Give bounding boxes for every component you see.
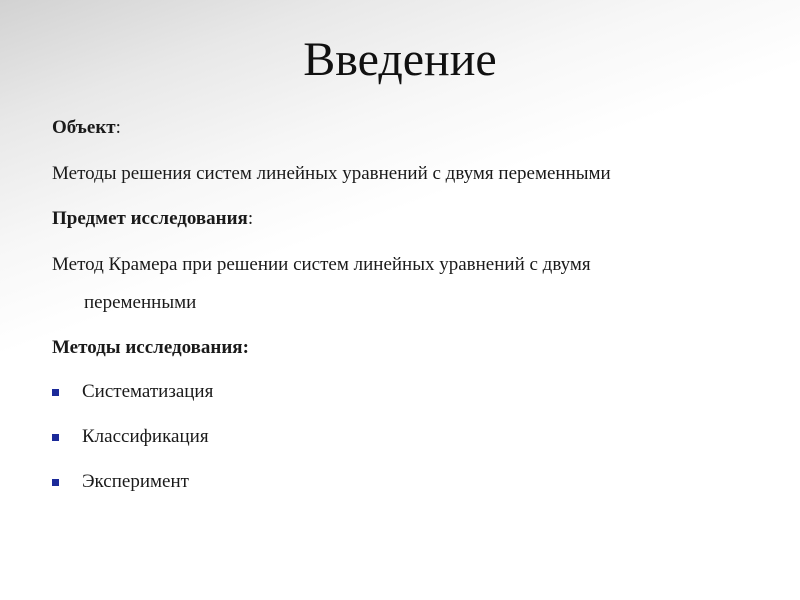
method-item-label: Эксперимент xyxy=(82,471,189,492)
method-item-label: Систематизация xyxy=(82,381,214,402)
object-heading xyxy=(52,116,121,140)
bullet-square-icon xyxy=(52,389,59,396)
methods-heading: Методы исследования: xyxy=(52,337,249,358)
object-label: Объект xyxy=(52,117,116,138)
method-item-label: Классификация xyxy=(82,426,209,447)
bullet-square-icon xyxy=(52,479,59,486)
subject-text-line2: переменными xyxy=(84,292,197,313)
slide-title: Введение xyxy=(303,33,497,86)
subject-colon: : xyxy=(247,208,254,229)
object-text: Методы решения систем линейных уравнений с двумя переменными xyxy=(52,163,611,184)
subject-text-line1: Метод Крамера при решении систем линейных уравнений с двумя xyxy=(52,254,591,275)
object-colon: : xyxy=(115,117,121,138)
subject-heading xyxy=(52,207,253,231)
bullet-square-icon xyxy=(52,434,59,441)
subject-label: Предмет исследования xyxy=(52,208,248,229)
